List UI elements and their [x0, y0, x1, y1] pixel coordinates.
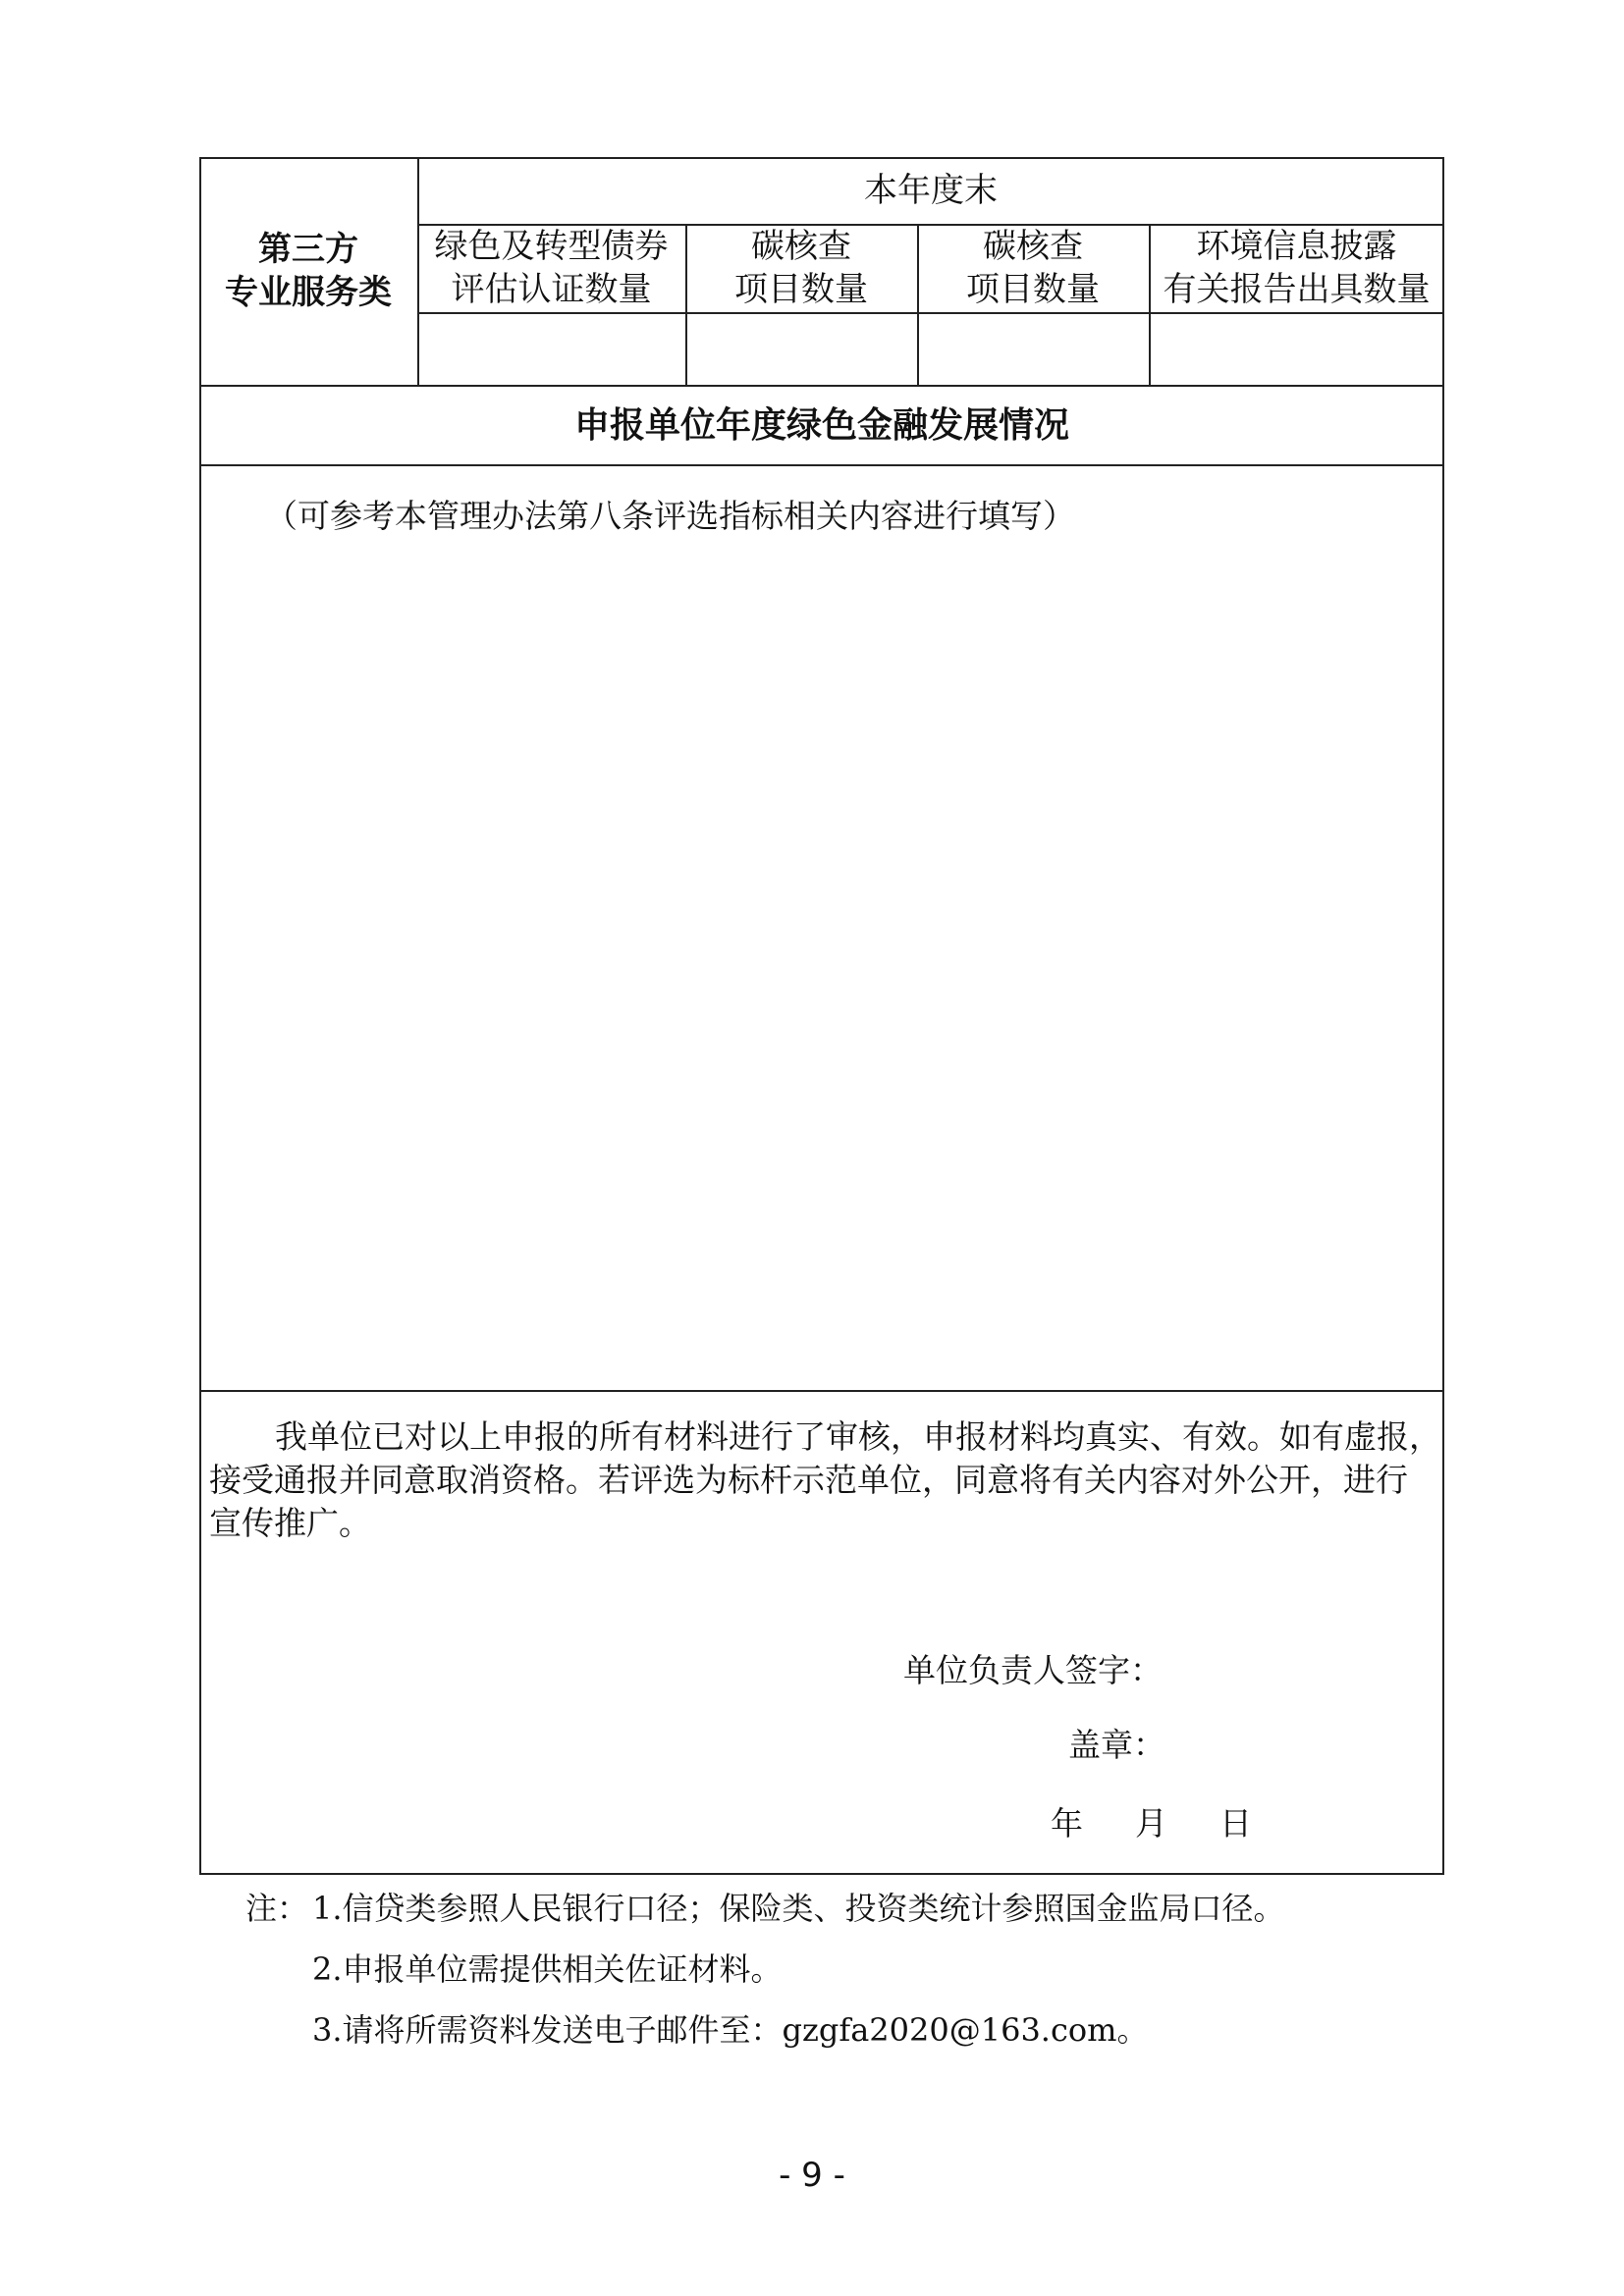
column-header-line2: 有关报告出具数量 [1163, 270, 1431, 309]
section-title-bottom-line [199, 464, 1444, 466]
section-hint: （可参考本管理办法第八条评选指标相关内容进行填写） [265, 497, 1075, 535]
top-section-bottom-line [199, 385, 1444, 387]
column-header-line2: 项目数量 [734, 270, 868, 309]
notes-prefix: 注： [245, 1890, 309, 1927]
note-item-3: 3.请将所需资料发送电子邮件至：gzgfa2020@163.com。 [312, 2011, 1149, 2049]
column-header-line1: 环境信息披露 [1196, 227, 1397, 266]
category-label-line1: 第三方 [258, 230, 358, 269]
column-header-environmental-disclosure [1149, 225, 1444, 311]
column-header-line2: 评估认证数量 [451, 270, 652, 309]
category-label [199, 228, 417, 314]
column-header-carbon-verification-1 [685, 225, 917, 311]
page-number: - 9 - [779, 2156, 845, 2195]
column-header-carbon-verification-2 [917, 225, 1149, 311]
value-cell-carbon-verification-1[interactable] [685, 327, 917, 370]
note-item-2: 2.申报单位需提供相关佐证材料。 [312, 1950, 783, 1988]
declaration-line-1: 我单位已对以上申报的所有材料进行了审核，申报材料均真实、有效。如有虚报， [275, 1417, 1441, 1456]
note-item-1: 1.信贷类参照人民银行口径；保险类、投资类统计参照国金监局口径。 [312, 1890, 1285, 1927]
category-label-line2: 专业服务类 [225, 273, 392, 312]
column-header-line1: 绿色及转型债券 [434, 227, 669, 266]
period-header: 本年度末 [864, 171, 998, 210]
signature-label: 单位负责人签字： [903, 1651, 1163, 1689]
declaration-top-line [199, 1390, 1444, 1392]
development-description-area[interactable] [201, 546, 1442, 1388]
date-month-label: 月 [1135, 1804, 1167, 1842]
value-cell-environmental-disclosure[interactable] [1149, 327, 1444, 370]
value-cell-carbon-verification-2[interactable] [917, 327, 1149, 370]
column-header-divider [417, 312, 1444, 314]
column-header-green-bond [417, 225, 685, 311]
value-cell-green-bond[interactable] [417, 327, 685, 370]
declaration-line-3: 宣传推广。 [209, 1504, 371, 1542]
date-year-label: 年 [1051, 1804, 1083, 1842]
date-day-label: 日 [1219, 1804, 1252, 1842]
declaration-line-2: 接受通报并同意取消资格。若评选为标杆示范单位，同意将有关内容对外公开，进行 [209, 1461, 1408, 1499]
section-title: 申报单位年度绿色金融发展情况 [573, 405, 1069, 446]
seal-label: 盖章： [1068, 1726, 1165, 1764]
column-header-line2: 项目数量 [966, 270, 1100, 309]
column-header-line1: 碳核查 [751, 227, 851, 266]
column-header-line1: 碳核查 [983, 227, 1083, 266]
